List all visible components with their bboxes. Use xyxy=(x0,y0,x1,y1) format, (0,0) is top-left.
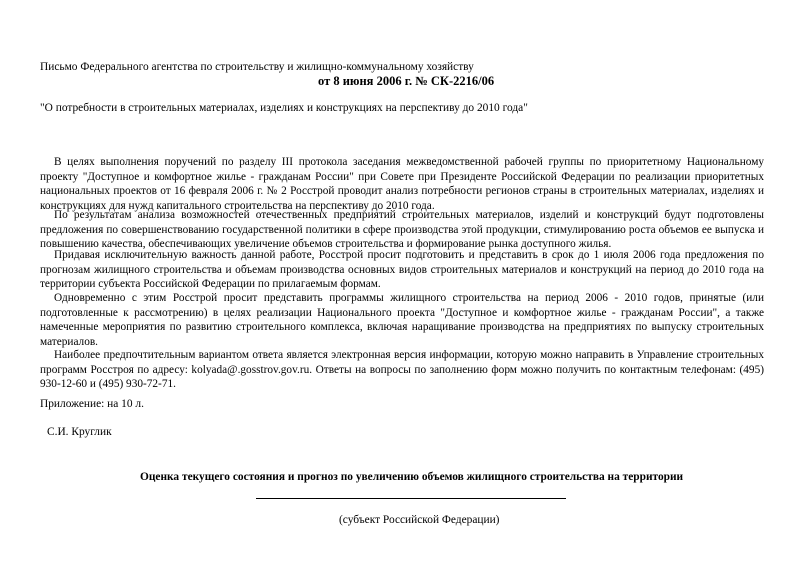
document-date-number: от 8 июня 2006 г. № СК-2216/06 xyxy=(318,74,495,88)
body-paragraph-2: По результатам анализа возможностей отечественных предприятий строительных материалов, изделий и конструкций будут подготовлены предложения по совершенствованию государственной политики в сфере производства этой продукции, стимулированию роста объемов ее выпуска и повышению качества, обеспечивающих увеличение объемов строительства и формирование рынка доступного жилья. xyxy=(40,209,764,250)
signature: С.И. Круглик xyxy=(47,426,112,438)
issuer-line: Письмо Федерального агентства по строительству и жилищно-коммунальному хозяйству xyxy=(40,61,474,73)
document-subject: "О потребности в строительных материалах, изделиях и конструкциях на перспективу до 2010 года" xyxy=(40,102,528,114)
form-heading: Оценка текущего состояния и прогноз по увеличению объемов жилищного строительства на территории xyxy=(140,471,684,483)
body-paragraph-1: В целях выполнения поручений по разделу III протокола заседания межведомственной рабочей группы по приоритетному Национальному проекту "Доступное и комфортное жилье - гражданам России" при Совете при Президенте Российской Федерации по реализации приоритетных национальных проектов от 16 февраля 2006 г. № 2 Росстрой проводит анализ потребности регионов страны в строительных материалах, изделиях и конструкциях для нужд капитального строительства на перспективу до 2010 года. xyxy=(40,156,764,212)
body-paragraph-4: Одновременно с этим Росстрой просит представить программы жилищного строительства на период 2006 - 2010 годов, принятые (или подготовленные к рассмотрению) в целях реализации Национального проекта "Доступное и комфортное жилье - гражданам России", а также намеченные мероприятия по развитию строительного комплекса, включая наращивание производства на предприятиях по выпуску строительных материалов. xyxy=(40,292,764,348)
attachment-note: Приложение: на 10 л. xyxy=(40,398,144,410)
form-territory-caption: (субъект Российской Федерации) xyxy=(339,514,500,526)
form-territory-blank-line xyxy=(256,498,566,499)
body-paragraph-5: Наиболее предпочтительным вариантом ответа является электронная версия информации, которую можно направить в Управление строительных программ Росстроя по адресу: kolyada@.gosstrov.gov.ru. Ответы на вопросы по заполнению форм можно получить по контактным телефонам: (495) 930-12-60 и (495) 930-72-71. xyxy=(40,349,764,390)
body-paragraph-3: Придавая исключительную важность данной работе, Росстрой просит подготовить и представить в срок до 1 июля 2006 года предложения по прогнозам жилищного строительства и объемам производства основных видов строительных материалов и конструкций на период до 2010 года на территории субъекта Российской Федерации по прилагаемым формам. xyxy=(40,249,764,290)
